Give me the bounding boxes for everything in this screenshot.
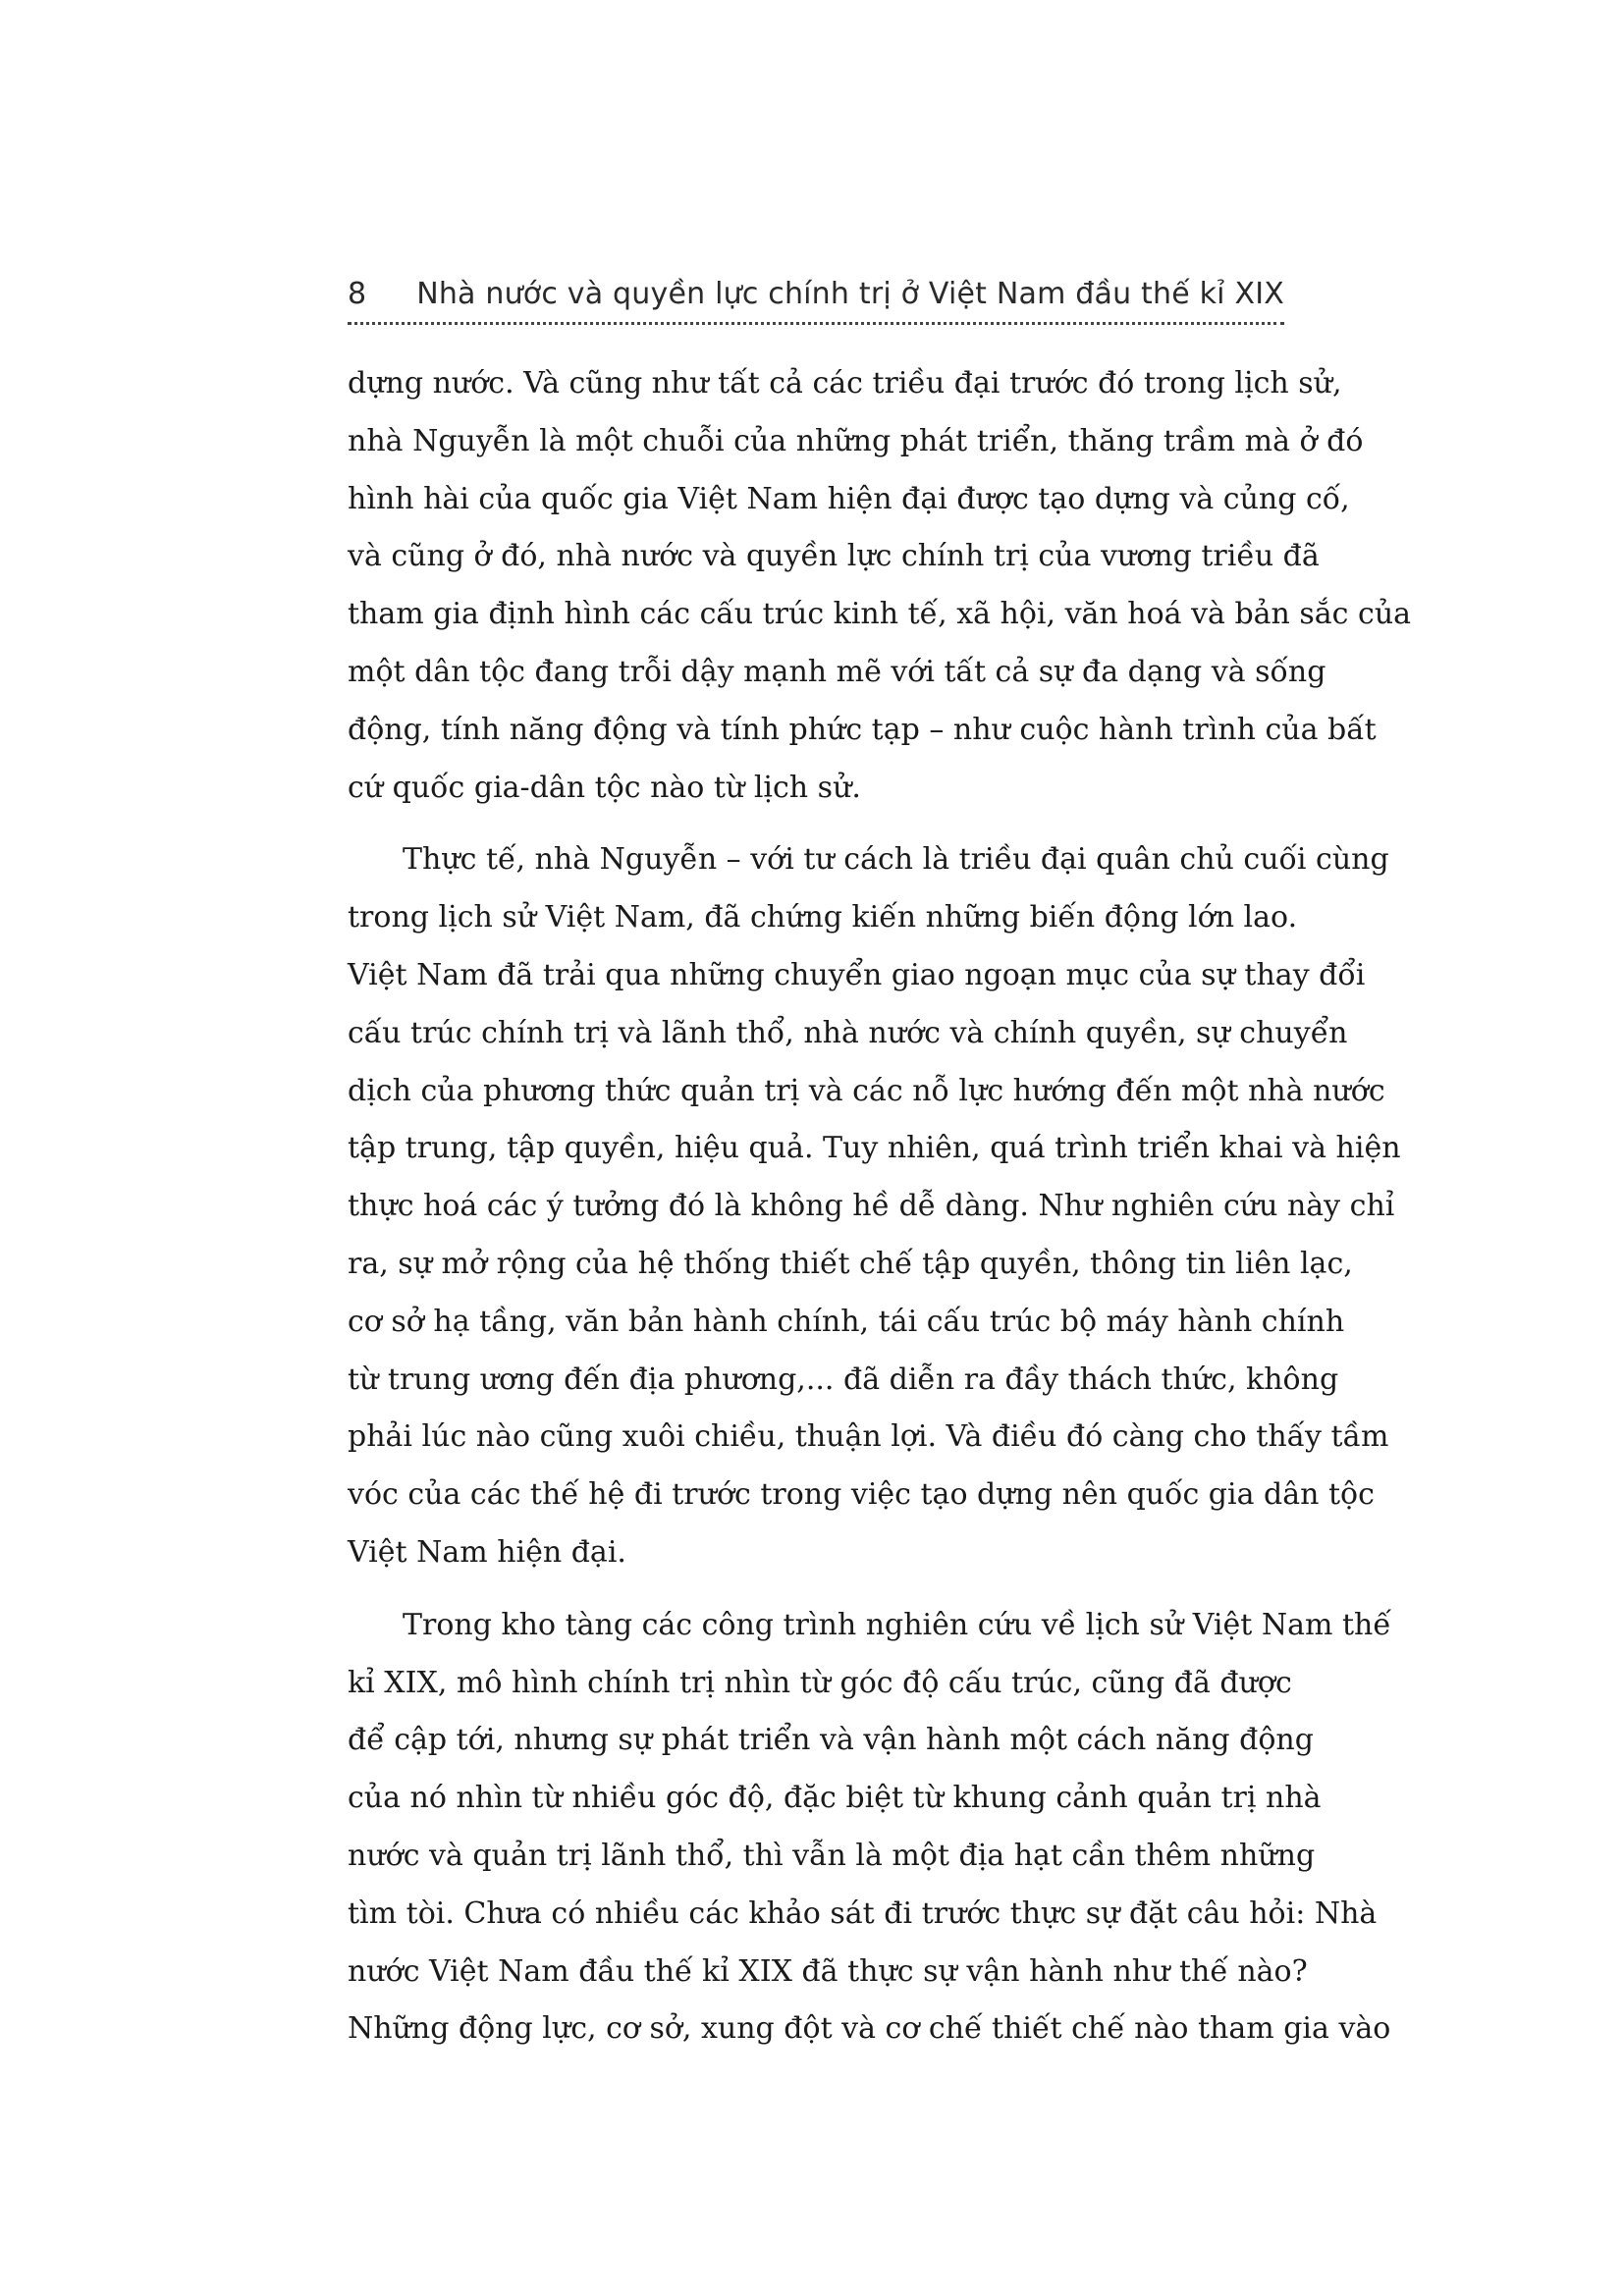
- text-line: nhà Nguyễn là một chuỗi của những phát triển, thăng trầm mà ở đó: [348, 423, 1364, 458]
- text-line: nước Việt Nam đầu thế kỉ XIX đã thực sự vận hành như thế nào?: [348, 1953, 1308, 1989]
- body-text: [348, 355, 1412, 2058]
- page-number: 8: [348, 277, 367, 311]
- text-line: hình hài của quốc gia Việt Nam hiện đại được tạo dựng và củng cố,: [348, 481, 1350, 516]
- text-line: ra, sự mở rộng của hệ thống thiết chế tập quyền, thông tin liên lạc,: [348, 1246, 1353, 1281]
- text-line: Trong kho tàng các công trình nghiên cứu về lịch sử Việt Nam thế: [403, 1607, 1391, 1642]
- text-line: tìm tòi. Chưa có nhiều các khảo sát đi trước thực sự đặt câu hỏi: Nhà: [348, 1896, 1378, 1931]
- running-head: [348, 277, 1284, 316]
- text-line: động, tính năng động và tính phức tạp – như cuộc hành trình của bất: [348, 712, 1377, 747]
- text-line: Thực tế, nhà Nguyễn – với tư cách là triều đại quân chủ cuối cùng: [403, 842, 1389, 878]
- text-line: vóc của các thế hệ đi trước trong việc tạo dựng nên quốc gia dân tộc: [348, 1477, 1375, 1513]
- paragraph: [348, 831, 1401, 1581]
- text-line: dịch của phương thức quản trị và các nỗ lực hướng đến một nhà nước: [348, 1073, 1385, 1108]
- text-line: và cũng ở đó, nhà nước và quyền lực chính trị của vương triều đã: [348, 539, 1320, 574]
- text-line: dựng nước. Và cũng như tất cả các triều đại trước đó trong lịch sử,: [348, 366, 1342, 400]
- text-line: kỉ XIX, mô hình chính trị nhìn từ góc độ cấu trúc, cũng đã được: [348, 1665, 1292, 1700]
- text-line: để cập tới, nhưng sự phát triển và vận hành một cách năng động: [348, 1723, 1314, 1758]
- text-line: cơ sở hạ tầng, văn bản hành chính, tái cấu trúc bộ máy hành chính: [348, 1304, 1345, 1339]
- text-line: cấu trúc chính trị và lãnh thổ, nhà nước và chính quyền, sự chuyển: [348, 1015, 1348, 1050]
- text-line: Việt Nam đã trải qua những chuyển giao ngoạn mục của sự thay đổi: [348, 957, 1366, 992]
- paragraph: [348, 1597, 1391, 2058]
- text-line: cứ quốc gia-dân tộc nào từ lịch sử.: [348, 770, 861, 805]
- text-line: từ trung ương đến địa phương,... đã diễn ra đầy thách thức, không: [348, 1362, 1339, 1397]
- text-line: trong lịch sử Việt Nam, đã chứng kiến những biến động lớn lao.: [348, 900, 1298, 935]
- text-line: tập trung, tập quyền, hiệu quả. Tuy nhiên, quá trình triển khai và hiện: [348, 1131, 1401, 1166]
- paragraph-gap: [348, 817, 1284, 831]
- text-line: thực hoá các ý tưởng đó là không hề dễ dàng. Như nghiên cứu này chỉ: [348, 1189, 1395, 1224]
- text-line: một dân tộc đang trỗi dậy mạnh mẽ với tất cả sự đa dạng và sống: [348, 654, 1326, 689]
- header-dotted-rule: [348, 322, 1284, 325]
- paragraph-gap: [348, 1582, 1284, 1597]
- text-line: tham gia định hình các cấu trúc kinh tế, xã hội, văn hoá và bản sắc của: [348, 597, 1412, 632]
- running-title: Nhà nước và quyền lực chính trị ở Việt Nam đầu thế kỉ XIX: [416, 277, 1284, 311]
- paragraph: [348, 355, 1412, 817]
- text-line: Việt Nam hiện đại.: [348, 1534, 626, 1570]
- text-line: phải lúc nào cũng xuôi chiều, thuận lợi. Và điều đó càng cho thấy tầm: [348, 1419, 1389, 1455]
- text-line: của nó nhìn từ nhiều góc độ, đặc biệt từ khung cảnh quản trị nhà: [348, 1781, 1322, 1816]
- text-line: nước và quản trị lãnh thổ, thì vẫn là một địa hạt cần thêm những: [348, 1838, 1316, 1873]
- text-line: Những động lực, cơ sở, xung đột và cơ chế thiết chế nào tham gia vào: [348, 2011, 1391, 2047]
